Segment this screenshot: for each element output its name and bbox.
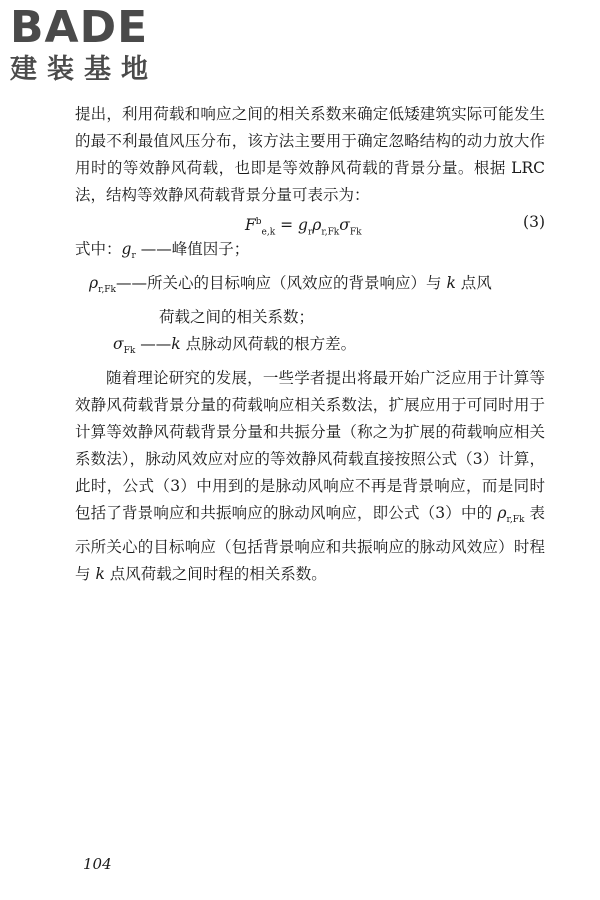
def-rho-text-end: 点风	[455, 274, 492, 293]
para2-part3: 点风荷载之间时程的相关系数。	[104, 565, 327, 584]
eq-lhs-symbol: F	[245, 216, 256, 235]
eq-g-sub: r	[307, 227, 313, 238]
def-rho-k: k	[446, 274, 456, 293]
def-sigma-text: 点脉动风荷载的根方差。	[180, 335, 357, 354]
definition-sigma	[75, 331, 545, 365]
para2-k: k	[95, 565, 105, 584]
logo-chinese-name: 建装基地	[10, 54, 158, 85]
definition-intro: 式中：	[75, 240, 122, 258]
def-sigma-k: k	[171, 335, 181, 354]
def-sigma-sub: Fk	[123, 346, 136, 357]
eq-sigma: σ	[339, 216, 350, 235]
def-rho-symbol: ρ	[89, 274, 99, 293]
def-g-text: ——峰值因子；	[135, 240, 250, 258]
para2-part1: 随着理论研究的发展，一些学者提出将最开始广泛应用于计算等效静风荷载背景分量的荷载响应相关系数法，扩展应用于可同时用于计算等效静风荷载背景分量和共振分量（称之为扩展的荷载响应相关系数法），脉动风效应对应的等效静风荷载直接按照公式（3）计算，此时，公式（3）中用到的是脉动风响应不再是背景响应，而是同时包括了背景响应和共振响应的脉动风响应，即公式（3）中的	[75, 369, 545, 523]
logo-wordmark: BADE	[10, 2, 149, 53]
paragraph-intro: 提出，利用荷载和响应之间的相关系数来确定低矮建筑实际可能发生的最不利最值风压分布，该方法主要用于确定忽略结构的动力放大作用时的等效静风荷载，也即是等效静风荷载的背景分量。根据 LRC 法，结构等效静风荷载背景分量可表示为：	[75, 105, 545, 204]
eq-lhs-sub: e,k	[261, 227, 276, 238]
definition-rho-continued: 荷载之间的相关系数；	[159, 308, 315, 327]
def-sigma-symbol: σ	[113, 335, 124, 354]
def-sigma-dash: ——	[135, 335, 172, 354]
paragraph-extended-method	[75, 365, 545, 588]
page-body	[75, 101, 545, 588]
equation-number: (3)	[523, 213, 545, 231]
eq-lhs-sup: b	[255, 217, 262, 227]
eq-g: g	[298, 216, 308, 235]
definition-g	[75, 236, 545, 270]
para2-part2: 表示所关心的目标响应（包括背景响应和共振响应的脉动风效应）时程与	[75, 504, 545, 584]
para2-rho: ρ	[497, 504, 507, 523]
def-g-symbol: g	[121, 240, 132, 258]
eq-rho: ρ	[312, 216, 322, 235]
para2-rho-sub: r,Fk	[506, 515, 525, 526]
eq-equals: =	[275, 216, 299, 235]
def-g-sub: r	[131, 251, 136, 262]
def-rho-text: ——所关心的目标响应（风效应的背景响应）与	[116, 274, 447, 293]
def-rho-sub: r,Fk	[98, 285, 116, 296]
definition-rho	[75, 270, 545, 304]
eq-rho-sub: r,Fk	[321, 227, 340, 238]
page-number: 104	[83, 855, 112, 873]
equation-3	[75, 209, 545, 236]
brand-logo	[10, 4, 180, 88]
eq-sigma-sub: Fk	[349, 227, 362, 238]
